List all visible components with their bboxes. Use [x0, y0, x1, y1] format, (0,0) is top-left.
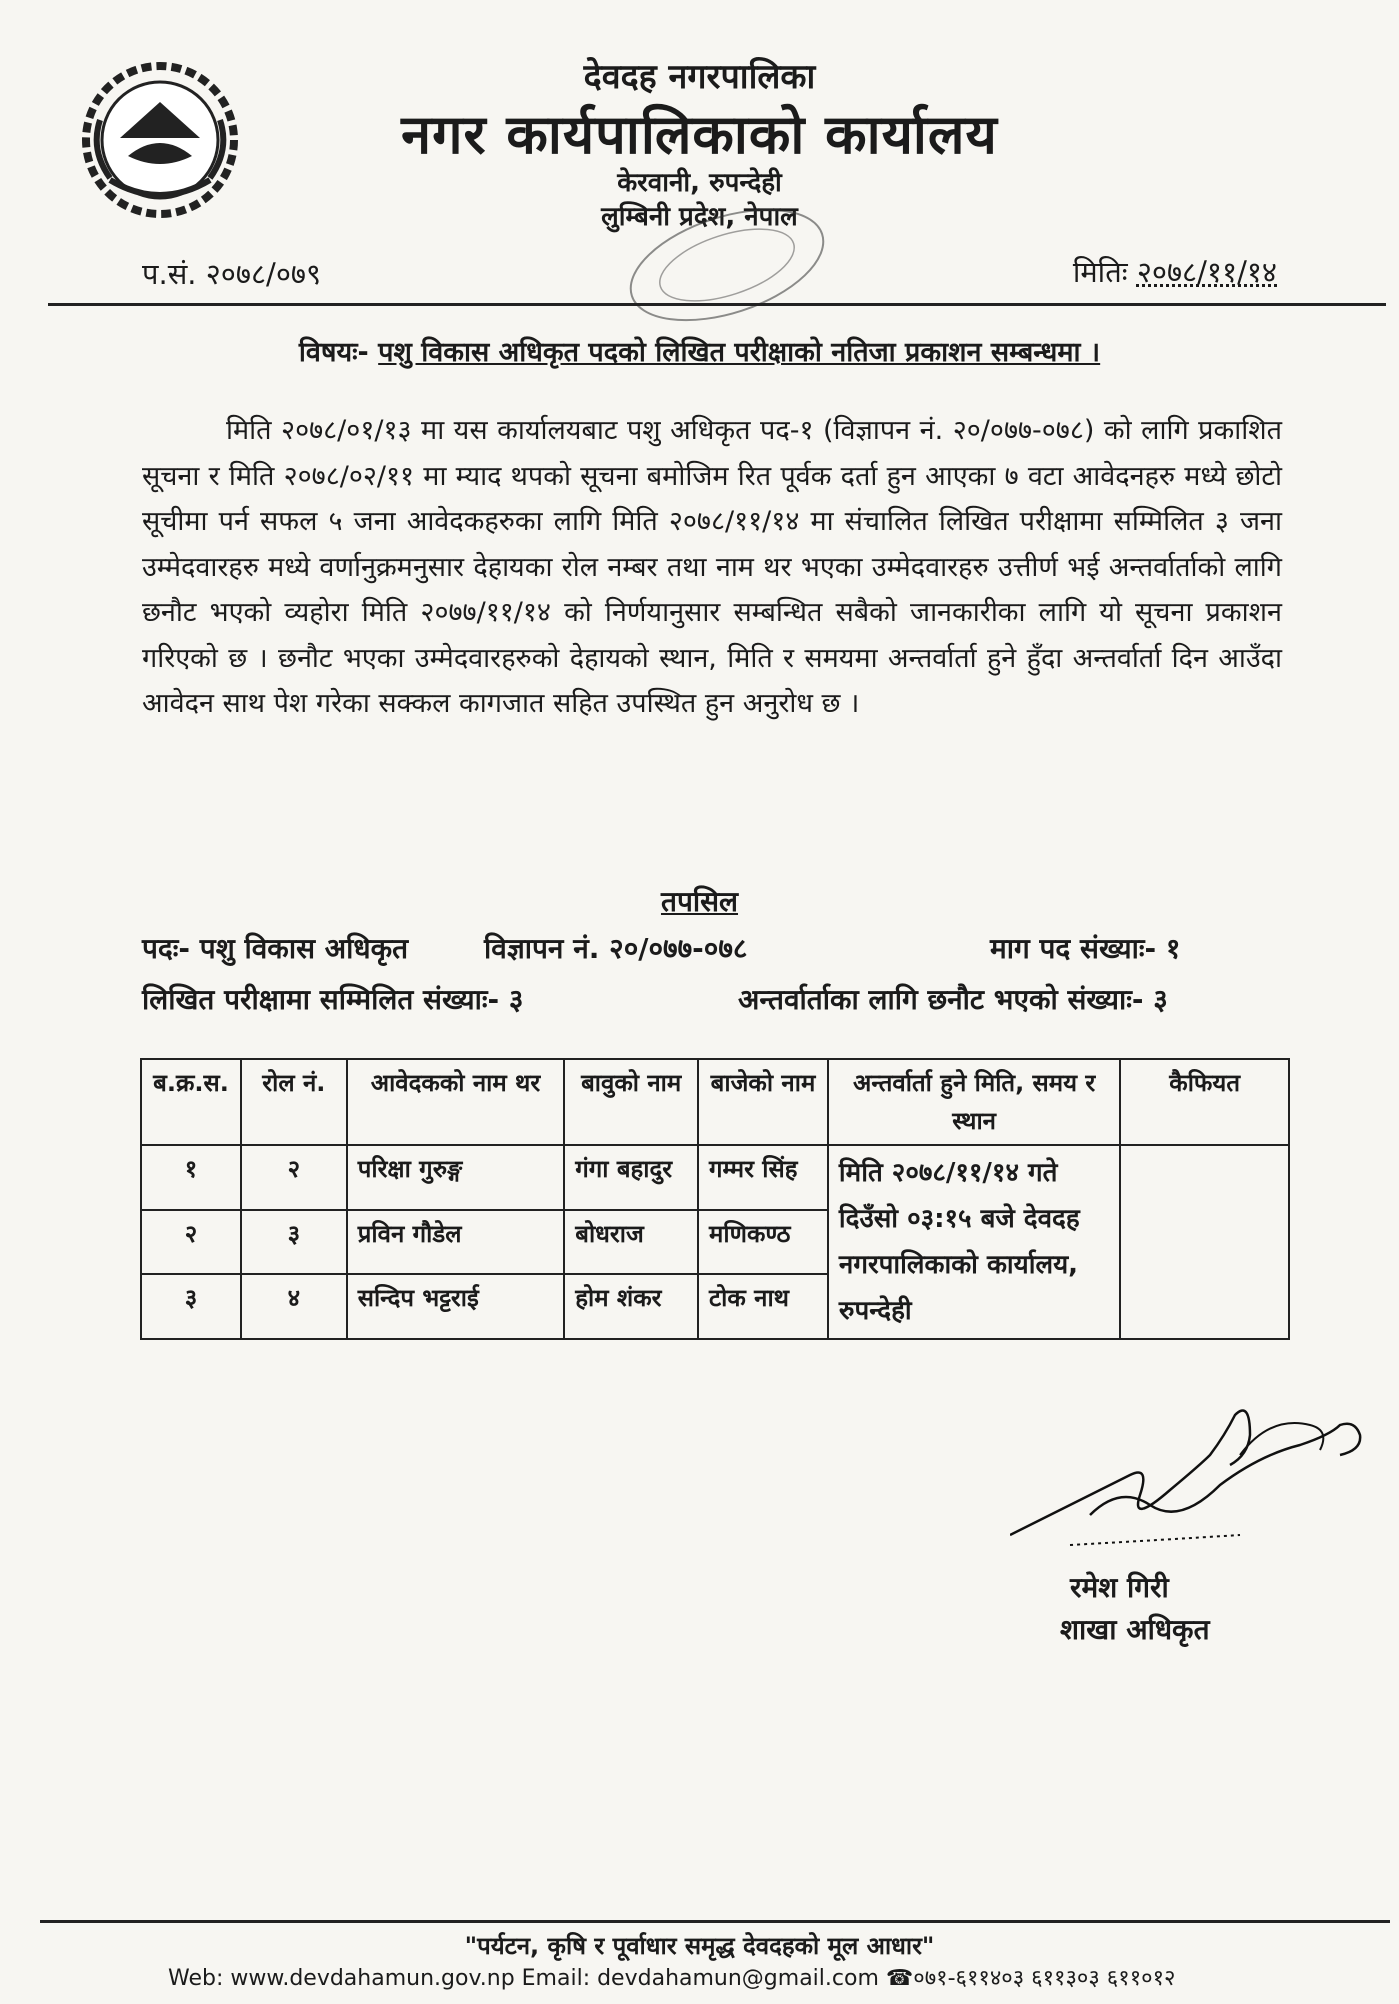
row-sn: १ — [141, 1145, 241, 1210]
date-label: मितिः — [1072, 255, 1128, 289]
document-date — [1073, 252, 1277, 291]
subject-text: पशु विकास अधिकृत पदको लिखित परीक्षाको नतिजा प्रकाशन सम्बन्धमा । — [378, 337, 1101, 368]
office-stamp-icon — [612, 205, 842, 325]
row-sn: २ — [141, 1210, 241, 1275]
footer-divider — [40, 1920, 1390, 1923]
row-roll: ४ — [241, 1274, 347, 1339]
signatory-designation: शाखा अधिकृत — [1060, 1613, 1210, 1646]
written-exam-count: लिखित परीक्षामा सम्मिलित संख्याः- ३ — [142, 983, 524, 1016]
row-roll: २ — [241, 1145, 347, 1210]
column-header-grandfather: बाजेको नाम — [698, 1059, 828, 1145]
row-sn: ३ — [141, 1274, 241, 1339]
reference-number: प.सं. २०७८/०७९ — [142, 257, 322, 291]
row-name: परिक्षा गुरुङ्ग — [347, 1145, 565, 1210]
office-name: नगर कार्यपालिकाको कार्यालय — [401, 103, 998, 166]
row-roll: ३ — [241, 1210, 347, 1275]
table-row — [141, 1145, 1289, 1210]
header-divider — [48, 303, 1386, 306]
footer-slogan: "पर्यटन, कृषि र पूर्वाधार समृद्ध देवदहको मूल आधार" — [464, 1932, 935, 1960]
municipality-name: देवदह नगरपालिका — [583, 57, 816, 97]
advertisement-number: विज्ञापन नं. २०/०७७-०७८ — [484, 932, 748, 965]
shortlisted-count: अन्तर्वार्ताका लागि छनौट भएको संख्याः- ३ — [738, 983, 1168, 1016]
row-father: होम शंकर — [564, 1274, 698, 1339]
notice-body: मिति २०७८/०१/१३ मा यस कार्यालयबाट पशु अधिकृत पद-१ (विज्ञापन नं. २०/०७७-०७८) को लागि प्रकाशित सूचना र मिति २०७८/०२/११ मा म्याद थपको सूचना बमोजिम रित पूर्वक दर्ता हुन आएका ७ वटा आवेदनहरु मध्ये छोटो सूचीमा पर्न सफल ५ जना आवेदकहरुका लागि मिति २०७८/११/१४ मा संचालित लिखित परीक्षामा सम्मिलित ३ जना उम्मेदवारहरु मध्ये वर्णानुक्रमनुसार देहायका रोल नम्बर तथा नाम थर भएका उम्मेदवारहरु उत्तीर्ण भई अन्तर्वार्ताको लागि छनौट भएको व्यहोरा मिति २०७७/११/१४ को निर्णयानुसार सम्बन्धित सबैको जानकारीका लागि यो सूचना प्रकाशन गरिएको छ । छनौट भएका उम्मेदवारहरुको देहायको स्थान, मिति र समयमा अन्तर्वार्ता हुने हुँदा अन्तर्वार्ता दिन आउँदा आवेदन साथ पेश गरेका सक्कल कागजात सहित उपस्थित हुन अनुरोध छ । — [142, 415, 1282, 719]
row-name: प्रविन गौडेल — [347, 1210, 565, 1275]
result-table — [140, 1058, 1290, 1340]
column-header-roll: रोल नं. — [241, 1059, 347, 1145]
post-name: पदः- पशु विकास अधिकृत — [142, 932, 409, 965]
demand-post-count: माग पद संख्याः- १ — [990, 932, 1181, 965]
remarks-cell — [1120, 1145, 1289, 1339]
column-header-schedule: अन्तर्वार्ता हुने मिति, समय र स्थान — [828, 1059, 1120, 1145]
column-header-remarks: कैफियत — [1120, 1059, 1289, 1145]
footer-contact: Web: www.devdahamun.gov.np Email: devdahamun@gmail.com ☎०७१-६११४०३ ६११३०३ ६११०१२ — [168, 1966, 1176, 1991]
row-grandfather: मणिकण्ठ — [698, 1210, 828, 1275]
row-father: बोधराज — [564, 1210, 698, 1275]
row-grandfather: टोक नाथ — [698, 1274, 828, 1339]
table-header-row — [141, 1059, 1289, 1145]
address-line-2: लुम्बिनी प्रदेश, नेपाल — [601, 202, 798, 232]
row-father: गंगा बहादुर — [564, 1145, 698, 1210]
signature-icon — [1010, 1395, 1390, 1555]
row-grandfather: गम्मर सिंह — [698, 1145, 828, 1210]
date-value: २०७८/११/१४ — [1136, 255, 1277, 289]
row-name: सन्दिप भट्टराई — [347, 1274, 565, 1339]
subject-line — [0, 332, 1399, 369]
column-header-father: बावुको नाम — [564, 1059, 698, 1145]
details-heading: तपसिल — [660, 885, 739, 918]
address-line-1: केरवानी, रुपन्देही — [617, 168, 782, 198]
column-header-sn: ब.क्र.स. — [141, 1059, 241, 1145]
interview-schedule: मिति २०७८/११/१४ गते दिउँसो ०३:१५ बजे देवदह नगरपालिकाको कार्यालय, रुपन्देही — [828, 1145, 1120, 1339]
signatory-name: रमेश गिरी — [1070, 1571, 1169, 1604]
column-header-name: आवेदकको नाम थर — [347, 1059, 565, 1145]
subject-label: विषयः- — [298, 337, 369, 368]
